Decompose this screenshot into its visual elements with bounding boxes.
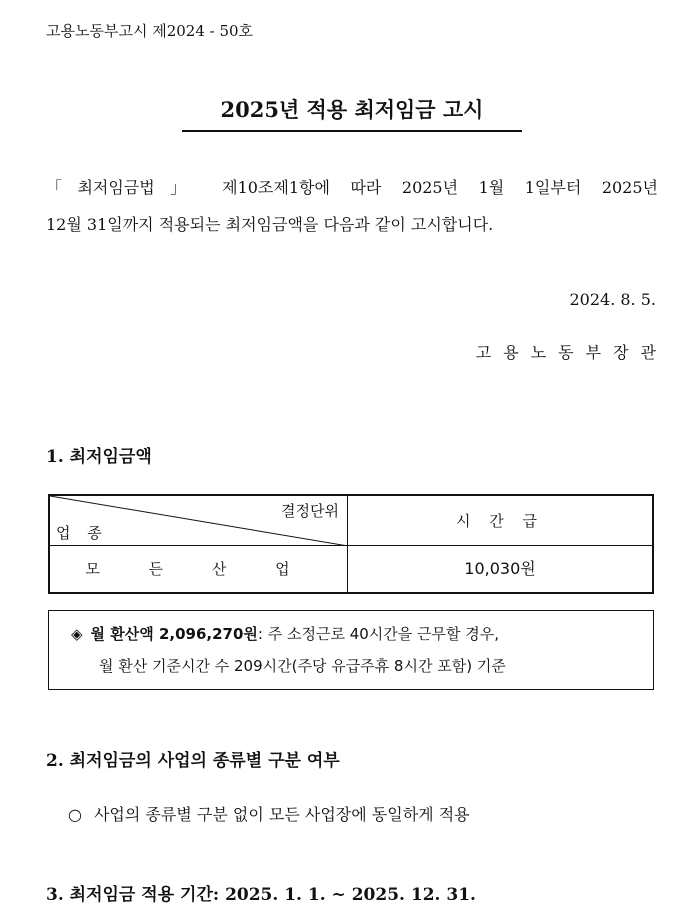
monthly-equivalent-label: 월 환산액 2,096,270원: [90, 625, 258, 643]
circle-bullet-icon: ○: [68, 805, 82, 824]
section-1-heading: 1. 최저임금액: [46, 447, 152, 467]
document-title: 2025년 적용 최저임금 고시: [182, 94, 522, 132]
issuer-name: 고용노동부장관: [475, 343, 668, 362]
decision-unit-label: 결정단위: [281, 502, 339, 520]
intro-paragraph-line-1: 「최저임금법」 제10조제1항에 따라 2025년 1월 1일부터 2025년: [46, 178, 658, 197]
diamond-icon: ◈: [71, 625, 83, 643]
hourly-wage-header: 시 간 급: [348, 496, 652, 546]
industry-label: 업 종: [56, 524, 108, 542]
section-2-list-item: [68, 802, 470, 825]
intro-paragraph-line-2: 12월 31일까지 적용되는 최저임금액을 다음과 같이 고시합니다.: [46, 215, 494, 234]
section-2-item-text: 사업의 종류별 구분 없이 모든 사업장에 동일하게 적용: [93, 805, 470, 824]
table-corner-cell: [50, 496, 348, 546]
minimum-wage-table: [48, 494, 654, 594]
notice-date: 2024. 8. 5.: [569, 290, 656, 309]
notice-number: 고용노동부고시 제2024 - 50호: [46, 22, 254, 40]
all-industries-cell: 모 든 산 업: [50, 546, 348, 592]
monthly-equivalent-box: [48, 610, 654, 690]
monthly-equivalent-line-1: [71, 623, 499, 644]
section-2-heading: 2. 최저임금의 사업의 종류별 구분 여부: [46, 751, 340, 771]
hourly-wage-value: 10,030원: [464, 559, 536, 578]
monthly-equivalent-condition: : 주 소정근로 40시간을 근무할 경우,: [257, 625, 500, 643]
section-3-heading: 3. 최저임금 적용 기간: 2025. 1. 1. ~ 2025. 12. 31.: [46, 885, 476, 905]
monthly-equivalent-line-2: 월 환산 기준시간 수 209시간(주당 유급주휴 8시간 포함) 기준: [99, 657, 506, 675]
